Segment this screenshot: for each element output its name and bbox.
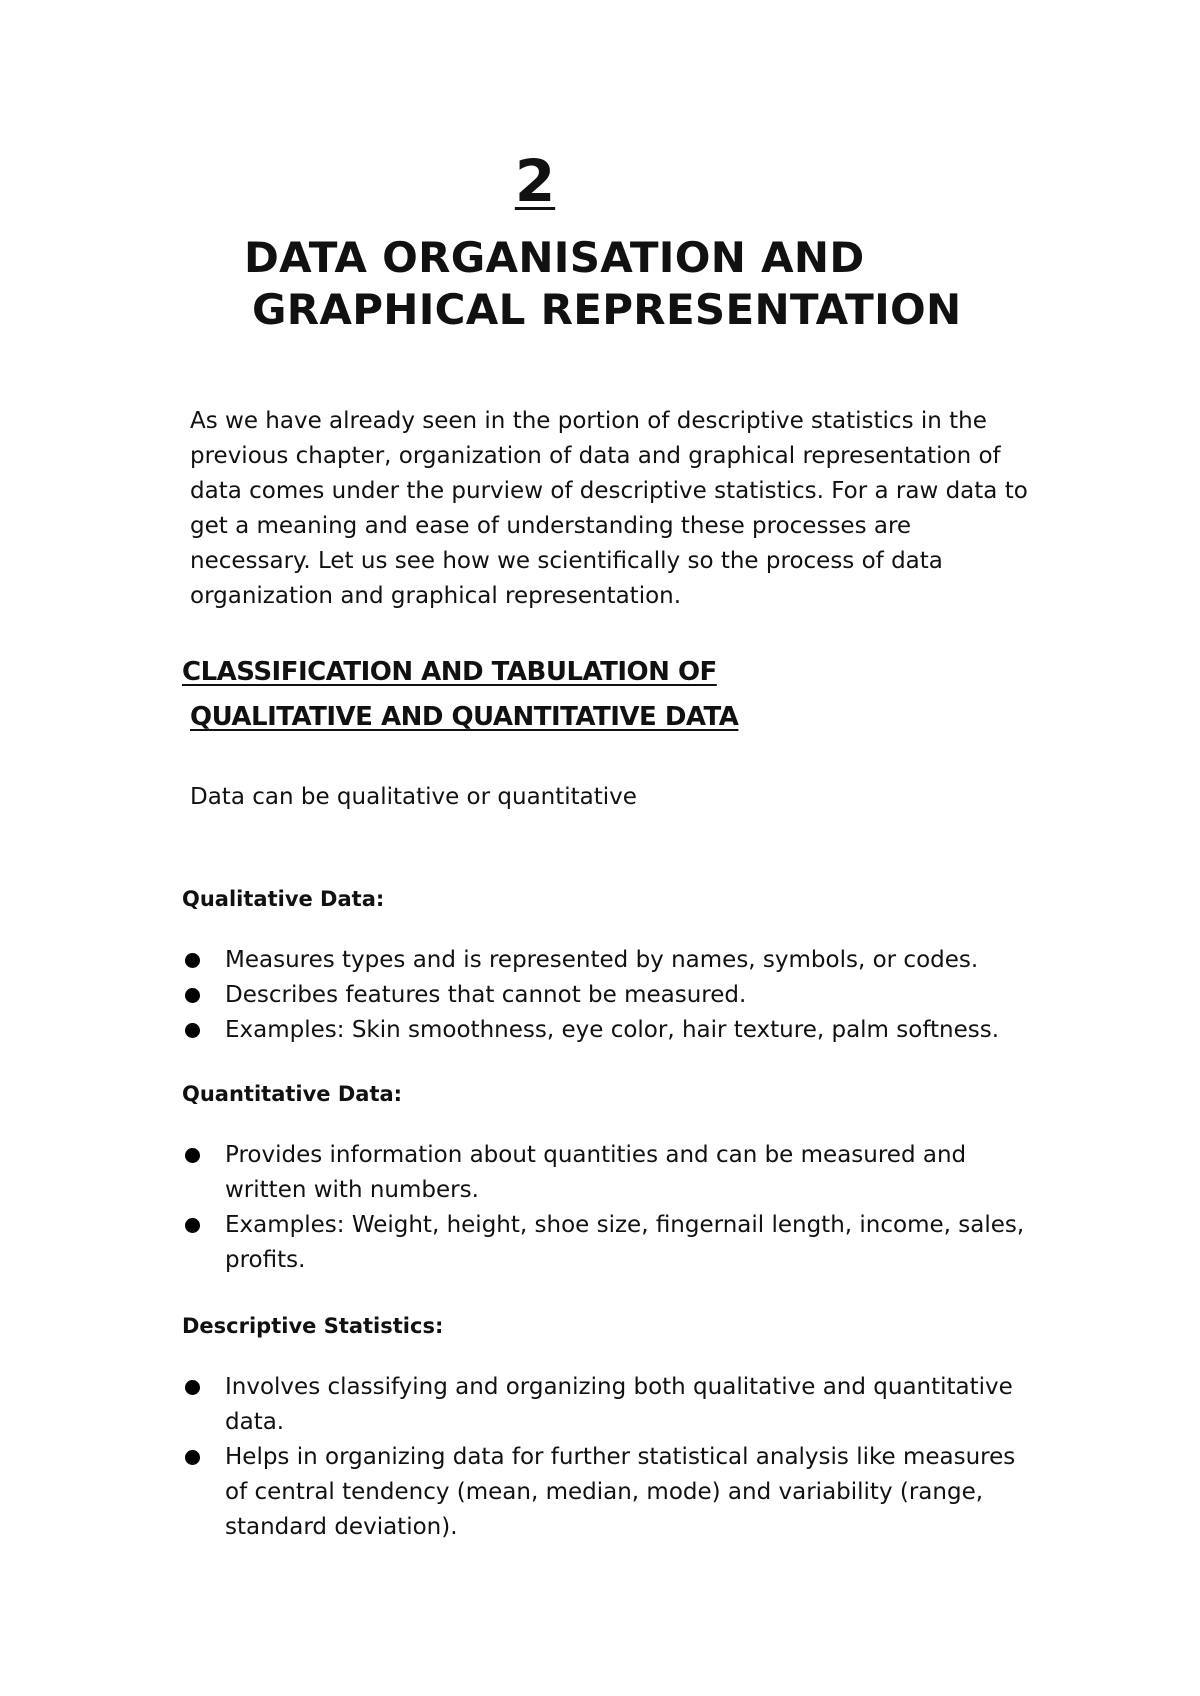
- list-item-text: Involves classifying and organizing both qualitative and quantitative data.: [225, 1374, 1013, 1435]
- chapter-title: [244, 232, 1064, 336]
- bullet-icon: [185, 1450, 200, 1465]
- descriptive-heading: Descriptive Statistics:: [182, 1314, 444, 1338]
- list-item-text: Examples: Weight, height, shoe size, fingernail length, income, sales, profits.: [225, 1212, 1025, 1273]
- list-item-text: Measures types and is represented by names, symbols, or codes.: [225, 947, 979, 973]
- list-item: [182, 1440, 1042, 1545]
- list-item: [182, 978, 1042, 1013]
- chapter-number: 2: [514, 147, 556, 215]
- bullet-icon: [185, 1023, 200, 1038]
- bullet-icon: [185, 1148, 200, 1163]
- descriptive-list: [182, 1370, 1042, 1545]
- section-lead-text: Data can be qualitative or quantitative: [190, 784, 637, 810]
- list-item-text: Examples: Skin smoothness, eye color, hair texture, palm softness.: [225, 1017, 1000, 1043]
- list-item-text: Describes features that cannot be measured.: [225, 982, 747, 1008]
- section-heading-line-2: QUALITATIVE AND QUANTITATIVE DATA: [190, 702, 739, 732]
- chapter-title-line-1: DATA ORGANISATION AND: [244, 233, 865, 282]
- list-item: [182, 943, 1042, 978]
- bullet-icon: [185, 1218, 200, 1233]
- qualitative-heading: Qualitative Data:: [182, 887, 385, 911]
- list-item: [182, 1013, 1042, 1048]
- list-item-text: Provides information about quantities and can be measured and written with numbers.: [225, 1142, 967, 1203]
- bullet-icon: [185, 953, 200, 968]
- section-heading: [182, 650, 982, 740]
- quantitative-list: [182, 1138, 1042, 1278]
- list-item-text: Helps in organizing data for further statistical analysis like measures of central tendency (mean, median, mode) and variability (range, standard deviation).: [225, 1444, 1016, 1540]
- bullet-icon: [185, 1380, 200, 1395]
- section-heading-line-1: CLASSIFICATION AND TABULATION OF: [182, 657, 717, 687]
- list-item: [182, 1138, 1042, 1208]
- list-item: [182, 1370, 1042, 1440]
- bullet-icon: [185, 988, 200, 1003]
- intro-paragraph: As we have already seen in the portion of descriptive statistics in the previous chapter, organization of data and graphical representation of data comes under the purview of descriptive statistics. For a raw data to get a meaning and ease of understanding these processes are necessary. Let us see how we scientifically so the process of data organization and graphical representation.: [190, 408, 1028, 609]
- qualitative-list: [182, 943, 1042, 1048]
- chapter-title-line-2: GRAPHICAL REPRESENTATION: [252, 285, 962, 334]
- quantitative-heading: Quantitative Data:: [182, 1082, 403, 1106]
- list-item: [182, 1208, 1042, 1278]
